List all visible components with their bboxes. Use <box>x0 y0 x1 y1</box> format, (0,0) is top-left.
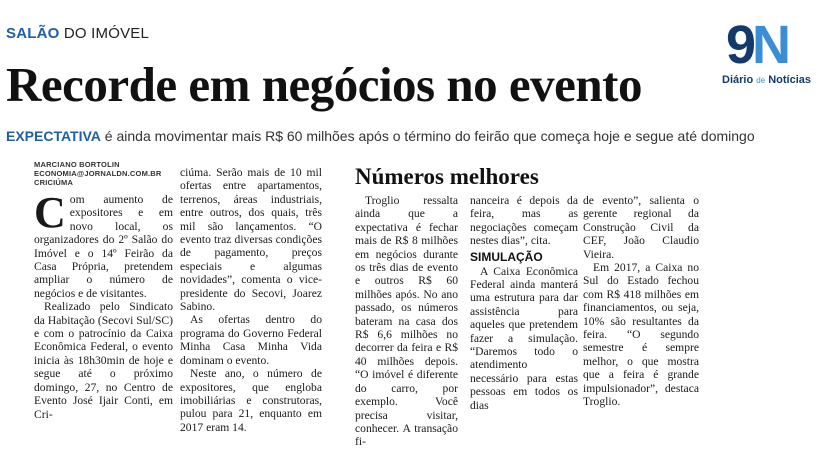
column-1-paragraph-1 <box>34 188 173 300</box>
column-2-paragraph-1: ciúma. Serão mais de 10 mil ofertas entre apartamentos, terrenos, áreas industriais, entre outros, dos quais, três mil são lançamentos. “O evento traz diversas condições de pagamento, preços especiais e algumas novidades”, comenta o vice-presidente do Secovi, Joarez Sabino. <box>180 166 322 314</box>
logo-mark <box>726 16 787 74</box>
article-column-3 <box>355 194 458 449</box>
deck <box>6 128 755 144</box>
byline-author: MARCIANO BORTOLIN <box>34 160 120 169</box>
drop-cap: C <box>34 188 66 237</box>
article-column-2 <box>180 166 322 434</box>
subhead-numeros-melhores: Números melhores <box>355 164 539 189</box>
section-label-accent: SALÃO <box>6 25 60 42</box>
column-4-paragraph-2: A Caixa Econômica Federal ainda manterá uma estrutura para dar assistência para aqueles que pretendem fazer a simulação. “Daremos todo o atendimento necessário para estas pessoas em todos os dias <box>470 264 578 412</box>
logo-name-de: de <box>756 76 766 85</box>
byline <box>34 160 162 187</box>
logo-name-a: Diário <box>722 74 757 86</box>
byline-email: ECONOMIA@JORNALDN.COM.BR <box>34 169 162 178</box>
article-column-1 <box>34 188 173 421</box>
logo-mark-right: N <box>752 15 788 75</box>
column-3-paragraph-1: Troglio ressalta ainda que a expectativa é fechar mais de R$ 8 milhões em negócios durante os três dias de evento e outros R$ 60 milhões após. No ano passado, os números bateram na casa dos R$ 6,6 milhões no decorrer da feira e R$ 40 milhões depois. “O imóvel é diferente do carro, por exemplo. Você precisa visitar, conhecer. A transação fi- <box>355 194 458 449</box>
deck-text: é ainda movimentar mais R$ 60 milhões após o término do feirão que começa hoje e segue até domingo <box>100 128 755 144</box>
column-5-paragraph-1: de evento”, salienta o gerente regional da Construção Civil da CEF, João Claudio Vieira. <box>583 194 699 261</box>
column-1-paragraph-2: Realizado pelo Sindicato da Habitação (Secovi Sul/SC) e com o patrocínio da Caixa Econômica Federal, o evento inicia às 18h30min de hoje e segue até o próximo domingo, 27, no Centro de Evento José Ijair Conti, em Cri- <box>34 300 173 421</box>
column-5-paragraph-2: Em 2017, a Caixa no Sul do Estado fechou com R$ 418 milhões em financiamentos, ou seja, 10% são resultantes da feira. “O segundo semestre é sempre melhor, o que mostra que a feira é grande impulsionador”, destaca Troglio. <box>583 261 699 409</box>
deck-label: EXPECTATIVA <box>6 128 101 144</box>
minihead-simulacao: SIMULAÇÃO <box>470 249 543 264</box>
logo-mark-left: 9 <box>726 15 753 75</box>
headline: Recorde em negócios no evento <box>6 57 642 112</box>
column-4-paragraph-1: nanceira é depois da feira, mas as negociações começam nestes dias”, cita. <box>470 194 578 248</box>
newspaper-logo <box>720 16 818 96</box>
article-column-5 <box>583 194 699 409</box>
column-2-paragraph-3: Neste ano, o número de expositores, que engloba imobiliárias e construtoras, pulou para 21, enquanto em 2017 eram 14. <box>180 367 322 434</box>
byline-city: CRICIÚMA <box>34 178 74 187</box>
section-label <box>6 25 149 42</box>
logo-name-b: Notícias <box>765 74 811 86</box>
section-label-rest: DO IMÓVEL <box>59 25 150 42</box>
column-1-paragraph-1-text: om aumento de expositores e em novo local, os organizadores do 2º Salão do Imóvel e o 14º Feirão da Casa Própria, pretendem ampliar o número de negócios e de visitantes. <box>34 193 173 300</box>
article-column-4 <box>470 194 578 412</box>
logo-name <box>722 74 811 86</box>
column-2-paragraph-2: As ofertas dentro do programa do Governo Federal Minha Casa Minha Vida dominam o evento. <box>180 313 322 367</box>
